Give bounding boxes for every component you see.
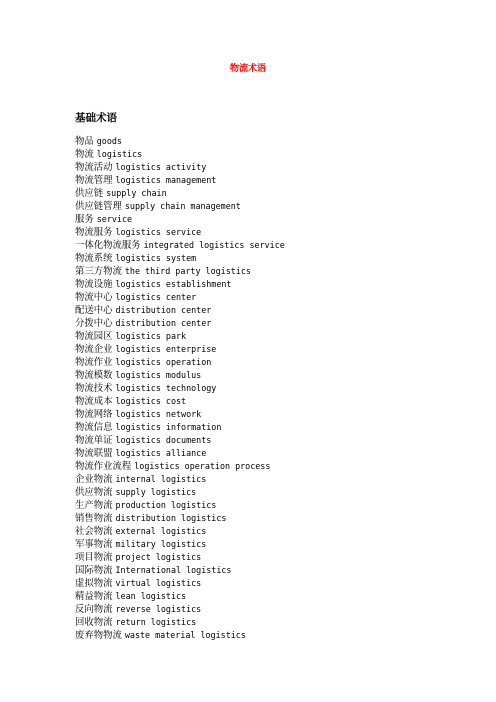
term-english: supply logistics xyxy=(115,487,197,497)
term-chinese: 供应链管理 xyxy=(75,201,122,212)
term-item xyxy=(75,343,285,356)
term-english: logistics network xyxy=(115,409,202,419)
term-chinese: 国际物流 xyxy=(75,565,113,576)
term-chinese: 一体化物流服务 xyxy=(75,240,141,251)
term-english: internal logistics xyxy=(115,474,207,484)
term-chinese: 物流系统 xyxy=(75,253,113,264)
term-chinese: 虚拟物流 xyxy=(75,578,113,589)
term-item xyxy=(75,564,285,577)
term-item xyxy=(75,603,285,616)
term-item xyxy=(75,590,285,603)
term-item xyxy=(75,525,285,538)
term-chinese: 服务 xyxy=(75,214,94,225)
term-item xyxy=(75,473,285,486)
term-chinese: 物流园区 xyxy=(75,331,113,342)
term-chinese: 物流企业 xyxy=(75,344,113,355)
term-item xyxy=(75,148,285,161)
term-item xyxy=(75,161,285,174)
term-english: logistics cost xyxy=(115,396,187,406)
term-chinese: 第三方物流 xyxy=(75,266,122,277)
term-english: integrated logistics service xyxy=(143,240,285,250)
term-english: lean logistics xyxy=(115,591,187,601)
term-item xyxy=(75,356,285,369)
term-item xyxy=(75,317,285,330)
term-chinese: 物品 xyxy=(75,136,94,147)
term-item xyxy=(75,512,285,525)
term-english: external logistics xyxy=(115,526,207,536)
term-item xyxy=(75,499,285,512)
term-item xyxy=(75,187,285,200)
term-item xyxy=(75,369,285,382)
term-chinese: 配送中心 xyxy=(75,305,113,316)
term-item xyxy=(75,577,285,590)
term-english: logistics system xyxy=(115,253,197,263)
term-english: logistics management xyxy=(115,175,217,185)
term-item xyxy=(75,278,285,291)
term-item xyxy=(75,252,285,265)
term-chinese: 物流服务 xyxy=(75,227,113,238)
term-chinese: 物流中心 xyxy=(75,292,113,303)
term-chinese: 供应链 xyxy=(75,188,104,199)
term-english: military logistics xyxy=(115,539,207,549)
term-item xyxy=(75,382,285,395)
term-english: logistics documents xyxy=(115,435,212,445)
term-chinese: 物流模数 xyxy=(75,370,113,381)
term-english: logistics establishment xyxy=(115,279,232,289)
term-english: logistics alliance xyxy=(115,448,207,458)
term-item xyxy=(75,408,285,421)
term-chinese: 物流管理 xyxy=(75,175,113,186)
term-english: logistics information xyxy=(115,422,222,432)
term-english: distribution logistics xyxy=(115,513,227,523)
term-chinese: 精益物流 xyxy=(75,591,113,602)
term-english: supply chain xyxy=(106,188,167,198)
term-item xyxy=(75,629,285,642)
term-chinese: 物流信息 xyxy=(75,422,113,433)
term-english: logistics enterprise xyxy=(115,344,217,354)
term-chinese: 项目物流 xyxy=(75,552,113,563)
term-chinese: 物流联盟 xyxy=(75,448,113,459)
term-chinese: 企业物流 xyxy=(75,474,113,485)
term-item xyxy=(75,447,285,460)
term-english: logistics center xyxy=(115,292,197,302)
term-chinese: 物流设施 xyxy=(75,279,113,290)
term-chinese: 反向物流 xyxy=(75,604,113,615)
term-english: goods xyxy=(96,136,122,146)
term-english: logistics operation xyxy=(115,357,212,367)
term-item xyxy=(75,304,285,317)
term-chinese: 物流成本 xyxy=(75,396,113,407)
term-chinese: 物流 xyxy=(75,149,94,160)
term-chinese: 分拨中心 xyxy=(75,318,113,329)
term-item xyxy=(75,291,285,304)
term-chinese: 军事物流 xyxy=(75,539,113,550)
term-chinese: 物流作业 xyxy=(75,357,113,368)
term-item xyxy=(75,174,285,187)
term-chinese: 物流网络 xyxy=(75,409,113,420)
term-english: logistics service xyxy=(115,227,202,237)
term-english: logistics xyxy=(96,149,143,159)
term-english: virtual logistics xyxy=(115,578,202,588)
term-item xyxy=(75,538,285,551)
section-heading: 基础术语 xyxy=(75,112,117,124)
term-item xyxy=(75,226,285,239)
term-chinese: 回收物流 xyxy=(75,617,113,628)
term-item xyxy=(75,239,285,252)
term-english: production logistics xyxy=(115,500,217,510)
term-item xyxy=(75,616,285,629)
term-list xyxy=(75,135,285,642)
term-english: International logistics xyxy=(115,565,232,575)
term-item xyxy=(75,200,285,213)
term-chinese: 物流作业流程 xyxy=(75,461,132,472)
term-english: distribution center xyxy=(115,318,212,328)
term-item xyxy=(75,213,285,226)
term-item xyxy=(75,460,285,473)
term-item xyxy=(75,434,285,447)
term-english: the third party logistics xyxy=(124,266,251,276)
term-item xyxy=(75,421,285,434)
term-english: supply chain management xyxy=(124,201,241,211)
term-chinese: 生产物流 xyxy=(75,500,113,511)
term-item xyxy=(75,330,285,343)
term-english: logistics modulus xyxy=(115,370,202,380)
term-english: logistics activity xyxy=(115,162,207,172)
term-english: reverse logistics xyxy=(115,604,202,614)
term-chinese: 供应物流 xyxy=(75,487,113,498)
document-title: 物流术语 xyxy=(229,64,266,74)
term-english: logistics operation process xyxy=(134,461,271,471)
term-item xyxy=(75,486,285,499)
term-english: project logistics xyxy=(115,552,202,562)
term-english: service xyxy=(96,214,133,224)
term-item xyxy=(75,551,285,564)
term-chinese: 社会物流 xyxy=(75,526,113,537)
term-chinese: 废弃物物流 xyxy=(75,630,122,641)
term-item xyxy=(75,265,285,278)
term-english: distribution center xyxy=(115,305,212,315)
term-chinese: 物流单证 xyxy=(75,435,113,446)
term-chinese: 物流活动 xyxy=(75,162,113,173)
term-english: waste material logistics xyxy=(124,630,246,640)
term-english: return logistics xyxy=(115,617,197,627)
term-item xyxy=(75,135,285,148)
term-english: logistics technology xyxy=(115,383,217,393)
term-chinese: 销售物流 xyxy=(75,513,113,524)
term-item xyxy=(75,395,285,408)
term-chinese: 物流技术 xyxy=(75,383,113,394)
term-english: logistics park xyxy=(115,331,187,341)
